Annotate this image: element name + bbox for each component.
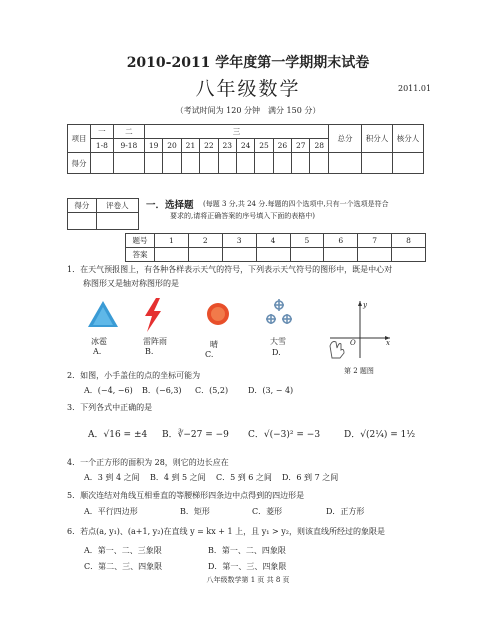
score-cell[interactable] — [292, 153, 310, 174]
section-reviewer-label: 评卷人 — [96, 199, 138, 213]
exam-date: 2011.01 — [398, 84, 432, 93]
question-number: 2 — [188, 234, 222, 248]
total-cell[interactable] — [329, 153, 362, 174]
score-cell[interactable] — [144, 153, 162, 174]
thunderstorm-icon — [140, 297, 166, 333]
range-cell: 26 — [273, 139, 291, 153]
answer-row-label: 答案 — [126, 248, 155, 262]
score-cell[interactable] — [91, 153, 114, 174]
q4-option-c: C．5 到 6 之间 — [216, 473, 272, 482]
score-cell[interactable] — [236, 153, 254, 174]
q1-label-d: 大雪 — [270, 337, 286, 346]
exam-title: 2010-2011 学年度第一学期期末试卷 — [126, 55, 370, 71]
sunny-icon — [205, 301, 231, 327]
q5-option-c: C．菱形 — [252, 507, 283, 516]
question-number: 4 — [256, 234, 290, 248]
range-cell: 9-18 — [113, 139, 144, 153]
scorer-cell[interactable] — [362, 153, 393, 174]
q1-label-c: 晴 — [210, 340, 218, 349]
q6-option-c: C．第二、三、四象限 — [84, 562, 163, 571]
score-cell[interactable] — [218, 153, 236, 174]
q5-option-b: B．矩形 — [180, 507, 210, 516]
reviewer-label: 核分人 — [393, 125, 424, 153]
origin-label: O — [350, 339, 356, 347]
q3-option-a: A．√16 = ±4 — [88, 430, 148, 440]
q3-option-d: D．√(2¼) = 1½ — [344, 430, 416, 440]
section-instructions-1: (每题 3 分,共 24 分.每题的四个选项中,只有一个选项是符合 — [203, 200, 389, 208]
answer-cell[interactable] — [188, 248, 222, 262]
q1-label-b: 雷阵雨 — [143, 337, 167, 346]
score-cell[interactable] — [181, 153, 199, 174]
range-cell: 28 — [310, 139, 329, 153]
subject-title: 八年级数学 — [195, 78, 301, 100]
question-number: 8 — [392, 234, 426, 248]
q1-letter-c: C. — [205, 350, 214, 359]
q6-option-d: D．第一、三、四象限 — [208, 562, 287, 571]
answer-cell[interactable] — [392, 248, 426, 262]
exam-note: （考试时间为 120 分钟 满分 150 分） — [175, 106, 321, 115]
q1-letter-a: A. — [93, 347, 102, 356]
q1-label-a: 冰雹 — [91, 337, 107, 346]
q5-option-a: A．平行四边形 — [84, 507, 138, 516]
q1-text-2: 称图形又是轴对称图形的是 — [83, 279, 179, 288]
section-instructions-2: 要求的,请将正确答案的序号填入下面的表格中) — [170, 212, 315, 220]
score-table — [67, 124, 424, 174]
range-cell: 20 — [163, 139, 181, 153]
score-label: 得分 — [68, 153, 91, 174]
score-cell[interactable] — [163, 153, 181, 174]
section-score-cell[interactable] — [68, 213, 97, 230]
group-1: 一 — [91, 125, 114, 139]
section-score-box — [67, 198, 139, 230]
figure-caption: 第 2 题图 — [344, 367, 374, 375]
range-cell: 22 — [200, 139, 218, 153]
score-cell[interactable] — [255, 153, 273, 174]
snow-icon — [262, 297, 296, 331]
answer-table — [125, 233, 426, 262]
answer-cell[interactable] — [155, 248, 189, 262]
q2-option-d: D．(3, − 4) — [248, 386, 294, 395]
section-score-label: 得分 — [68, 199, 97, 213]
scorer-label: 积分人 — [362, 125, 393, 153]
question-number: 1 — [155, 234, 189, 248]
q2-text: 2．如图，小手盖住的点的坐标可能为 — [67, 371, 201, 380]
q3-option-c: C．√(−3)² = −3 — [248, 430, 321, 440]
q6-option-b: B．第一、二、四象限 — [208, 546, 286, 555]
q1-letter-d: D. — [272, 348, 281, 357]
q6-text: 6．若点(a, y₁)、(a+1, y₂)在直线 y = kx + 1 上，且 y₁ > y₂，则该直线所经过的象限是 — [67, 527, 385, 536]
total-label: 总分 — [329, 125, 362, 153]
answer-cell[interactable] — [290, 248, 324, 262]
coordinate-figure — [326, 298, 394, 362]
hand-icon — [330, 342, 344, 359]
project-label: 项目 — [68, 125, 91, 153]
q6-option-a: A．第一、二、三象限 — [84, 546, 162, 555]
q1-letter-b: B. — [145, 347, 154, 356]
range-cell: 24 — [236, 139, 254, 153]
question-number: 5 — [290, 234, 324, 248]
q3-text: 3．下列各式中正确的是 — [67, 403, 153, 412]
page-footer: 八年级数学第 1 页 共 8 页 — [206, 576, 290, 584]
question-number: 3 — [222, 234, 256, 248]
answer-cell[interactable] — [324, 248, 358, 262]
group-3: 三 — [144, 125, 328, 139]
hail-icon — [86, 299, 120, 329]
y-axis-label: y — [363, 301, 367, 309]
group-2: 二 — [113, 125, 144, 139]
section-heading: 一．选择题 — [146, 200, 194, 211]
q4-option-d: D．6 到 7 之间 — [282, 473, 339, 482]
q5-option-d: D．正方形 — [326, 507, 365, 516]
range-cell: 25 — [255, 139, 273, 153]
q2-option-a: A．(−4, −6) — [84, 386, 133, 395]
q5-text: 5．顺次连结对角线互相垂直的等腰梯形四条边中点得到的四边形是 — [67, 491, 305, 500]
x-axis-label: x — [386, 339, 390, 347]
answer-cell[interactable] — [358, 248, 392, 262]
score-cell[interactable] — [113, 153, 144, 174]
q4-option-b: B．4 到 5 之间 — [150, 473, 206, 482]
reviewer-cell[interactable] — [393, 153, 424, 174]
range-cell: 19 — [144, 139, 162, 153]
range-cell: 23 — [218, 139, 236, 153]
range-cell: 1-8 — [91, 139, 114, 153]
q2-option-c: C．(5,2) — [195, 386, 229, 395]
question-number: 7 — [358, 234, 392, 248]
q4-text: 4．一个正方形的面积为 28，则它的边长应在 — [67, 458, 229, 467]
question-number: 6 — [324, 234, 358, 248]
range-cell: 21 — [181, 139, 199, 153]
answer-cell[interactable] — [256, 248, 290, 262]
q4-option-a: A．3 到 4 之间 — [84, 473, 140, 482]
score-cell[interactable] — [273, 153, 291, 174]
answer-cell[interactable] — [222, 248, 256, 262]
score-cell[interactable] — [200, 153, 218, 174]
q3-option-b: B．∛−27 = −9 — [162, 430, 229, 440]
answer-row-label: 题号 — [126, 234, 155, 248]
score-cell[interactable] — [310, 153, 329, 174]
q1-text-1: 1．在天气预报图上，有各种各样表示天气的符号，下列表示天气符号的图形中，既是中心对 — [67, 265, 393, 274]
q2-option-b: B．(−6,3) — [142, 386, 182, 395]
section-reviewer-cell[interactable] — [96, 213, 138, 230]
range-cell: 27 — [292, 139, 310, 153]
